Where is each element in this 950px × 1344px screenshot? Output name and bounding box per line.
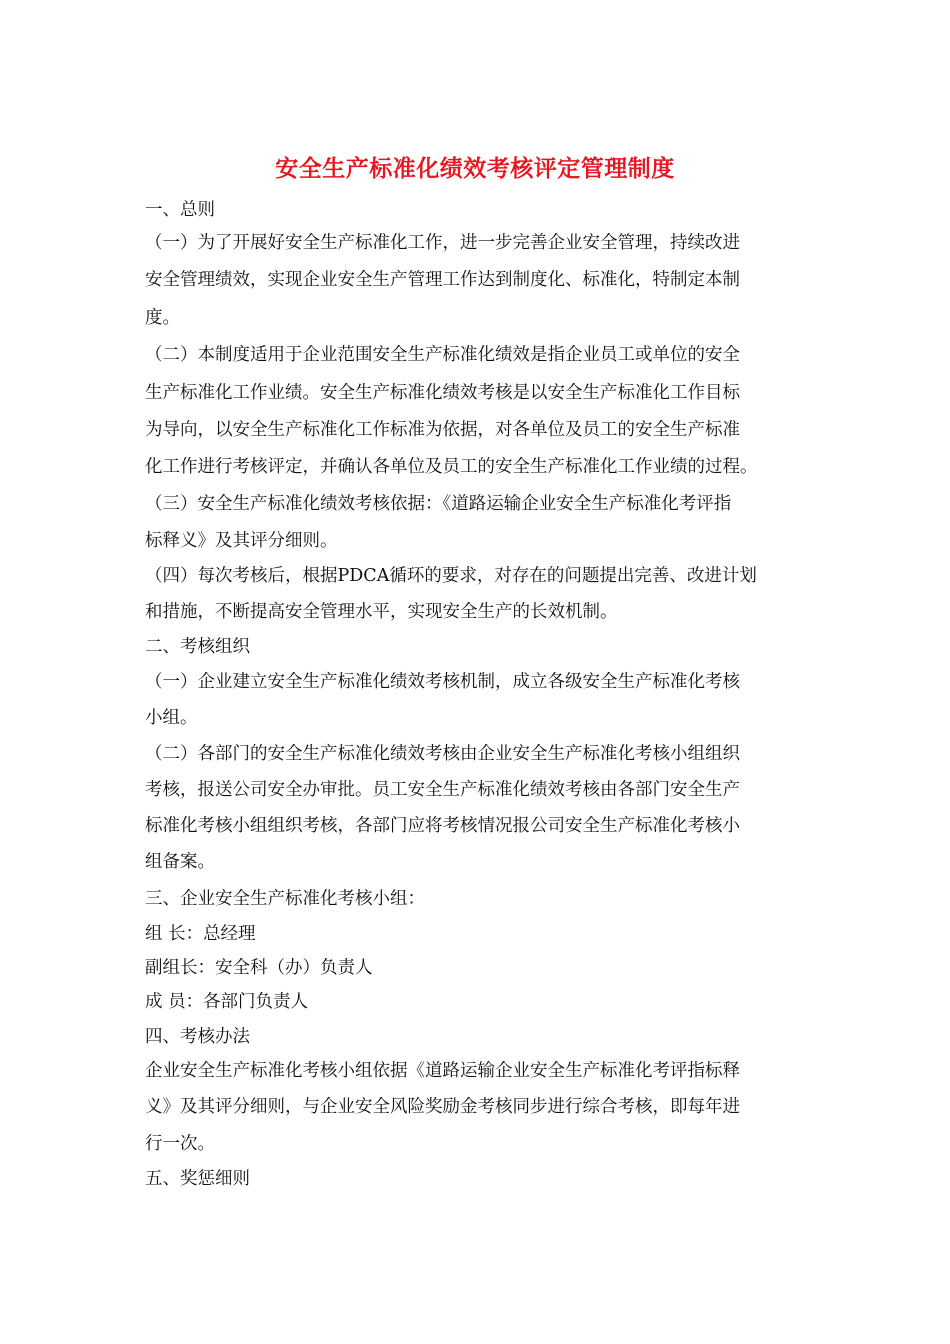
text-line: （一）企业建立安全生产标准化绩效考核机制，成立各级安全生产标准化考核 xyxy=(145,672,740,692)
text-line: （四）每次考核后，根据PDCA循环的要求，对存在的问题提出完善、改进计划 xyxy=(145,566,757,586)
text-line: 副组长：安全科（办）负责人 xyxy=(145,958,373,978)
text-line: 三、企业安全生产标准化考核小组： xyxy=(145,889,425,909)
text-line: 四、考核办法 xyxy=(145,1027,250,1047)
text-line: 安全管理绩效，实现企业安全生产管理工作达到制度化、标准化，特制定本制 xyxy=(145,270,740,290)
text-line: 行一次。 xyxy=(145,1134,215,1154)
text-line: 标准化考核小组组织考核，各部门应将考核情况报公司安全生产标准化考核小 xyxy=(145,816,740,836)
text-line: 企业安全生产标准化考核小组依据《道路运输企业安全生产标准化考评指标释 xyxy=(145,1061,740,1081)
text-line: 生产标准化工作业绩。安全生产标准化绩效考核是以安全生产标准化工作目标 xyxy=(145,383,740,403)
text-line: （三）安全生产标准化绩效考核依据：《道路运输企业安全生产标准化考评指 xyxy=(145,494,732,514)
text-line: 化工作进行考核评定，并确认各单位及员工的安全生产标准化工作业绩的过程。 xyxy=(145,457,758,477)
text-line: 小组。 xyxy=(145,708,198,728)
text-line: 度。 xyxy=(145,308,180,328)
text-line: （一）为了开展好安全生产标准化工作，进一步完善企业安全管理，持续改进 xyxy=(145,233,740,253)
text-line: 组备案。 xyxy=(145,852,215,872)
text-line: 为导向，以安全生产标准化工作标准为依据，对各单位及员工的安全生产标准 xyxy=(145,420,740,440)
text-line: 一、总则 xyxy=(145,200,215,220)
text-line: （二）各部门的安全生产标准化绩效考核由企业安全生产标准化考核小组组织 xyxy=(145,744,740,764)
text-line: 和措施，不断提高安全管理水平，实现安全生产的长效机制。 xyxy=(145,602,618,622)
text-line: 标释义》及其评分细则。 xyxy=(145,531,338,551)
document-title: 安全生产标准化绩效考核评定管理制度 xyxy=(275,156,675,182)
text-line: 二、考核组织 xyxy=(145,637,250,657)
text-line: 义》及其评分细则，与企业安全风险奖励金考核同步进行综合考核，即每年进 xyxy=(145,1097,740,1117)
text-line: 五、奖惩细则 xyxy=(145,1169,250,1189)
text-line: 考核，报送公司安全办审批。员工安全生产标准化绩效考核由各部门安全生产 xyxy=(145,780,740,800)
text-line: 组 长：总经理 xyxy=(145,924,256,944)
text-line: （二）本制度适用于企业范围安全生产标准化绩效是指企业员工或单位的安全 xyxy=(145,345,740,365)
text-line: 成 员：各部门负责人 xyxy=(145,992,309,1012)
